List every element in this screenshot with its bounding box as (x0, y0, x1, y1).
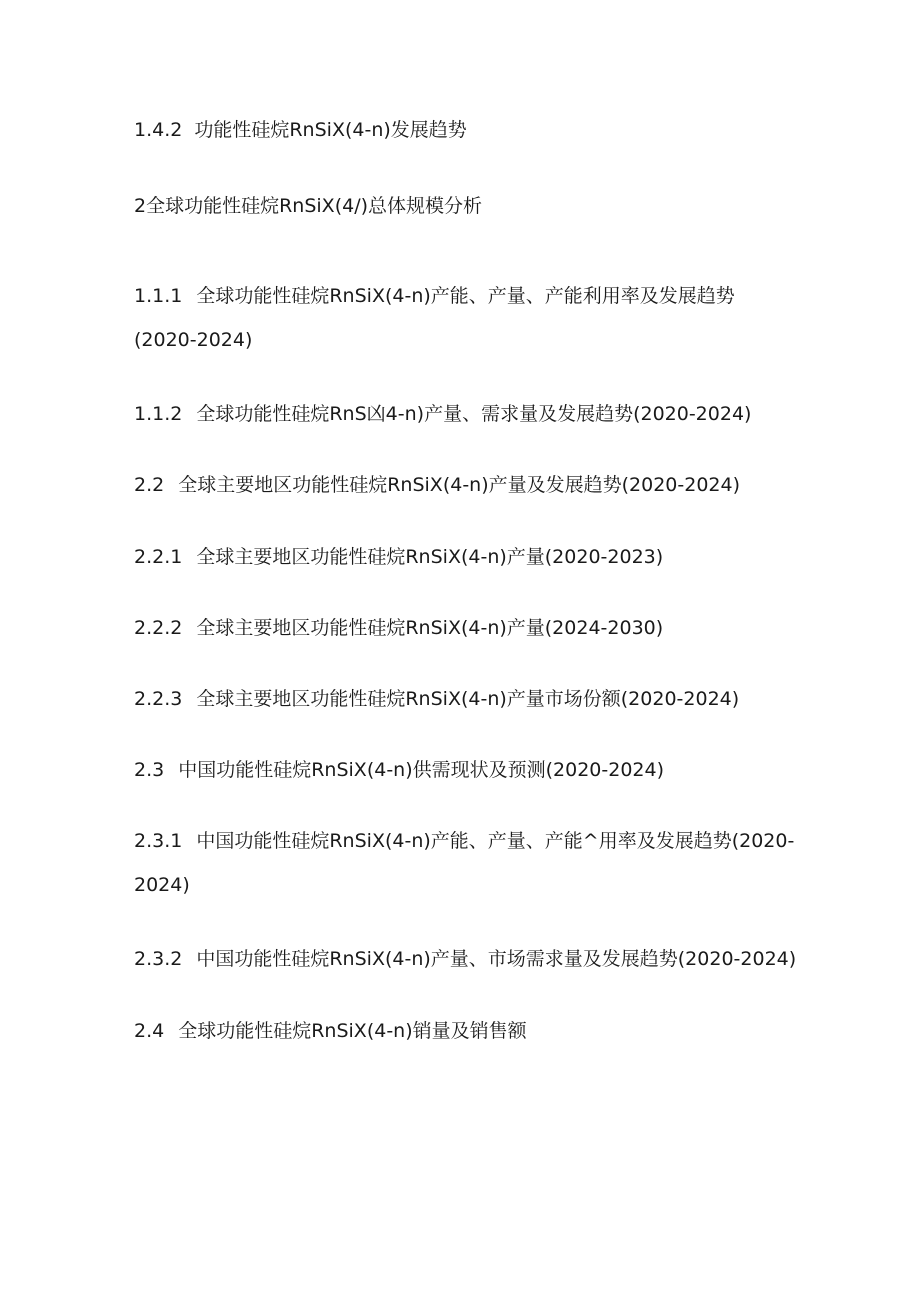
toc-title: 中国功能性硅烷RnSiX(4-n)产量、市场需求量及发展趋势(2020-2024) (196, 948, 797, 970)
toc-number: 1.4.2 (134, 119, 183, 141)
toc-entry-2-2-1 (134, 535, 796, 579)
toc-entry-2-3-1 (134, 819, 796, 907)
toc-number: 2.3 (134, 759, 165, 781)
toc-entry-1-4-2 (134, 108, 796, 152)
toc-number: 2.2.2 (134, 617, 183, 639)
toc-title: 全球功能性硅烷RnSiX(4-n)产能、产量、产能利用率及发展趋势(2020-2024) (134, 285, 735, 351)
toc-entry-1-1-2 (134, 392, 796, 436)
toc-entry-2-4 (134, 1009, 796, 1053)
toc-title: 全球功能性硅烷RnS凶4-n)产量、需求量及发展趋势(2020-2024) (196, 403, 752, 425)
toc-title: 全球主要地区功能性硅烷RnSiX(4-n)产量(2024-2030) (196, 617, 664, 639)
toc-title: 功能性硅烷RnSiX(4-n)发展趋势 (194, 119, 467, 141)
toc-title: 中国功能性硅烷RnSiX(4-n)产能、产量、产能^用率及发展趋势(2020-2024) (134, 830, 795, 896)
toc-title: 全球主要地区功能性硅烷RnSiX(4-n)产量(2020-2023) (196, 546, 664, 568)
toc-number: 1.1.2 (134, 403, 183, 425)
toc-number: 2.2.1 (134, 546, 183, 568)
toc-entry-1-1-1 (134, 274, 796, 362)
toc-number: 2.2 (134, 474, 165, 496)
toc-entry-2 (134, 184, 796, 228)
toc-entry-2-2 (134, 463, 796, 507)
toc-number: 1.1.1 (134, 285, 183, 307)
toc-number: 2.3.1 (134, 830, 183, 852)
toc-entry-2-3 (134, 748, 796, 792)
toc-title: 全球主要地区功能性硅烷RnSiX(4-n)产量市场份额(2020-2024) (196, 688, 740, 710)
toc-title: 中国功能性硅烷RnSiX(4-n)供需现状及预测(2020-2024) (178, 759, 665, 781)
toc-number: 2.2.3 (134, 688, 183, 710)
toc-title: 全球主要地区功能性硅烷RnSiX(4-n)产量及发展趋势(2020-2024) (178, 474, 741, 496)
toc-entry-2-2-3 (134, 677, 796, 721)
toc-number: 2.3.2 (134, 948, 183, 970)
toc-entry-2-2-2 (134, 606, 796, 650)
toc-title: 全球功能性硅烷RnSiX(4/)总体规模分析 (146, 195, 483, 217)
toc-title: 全球功能性硅烷RnSiX(4-n)销量及销售额 (178, 1020, 527, 1042)
toc-number: 2.4 (134, 1020, 165, 1042)
toc-entry-2-3-2 (134, 937, 796, 981)
toc-number: 2 (134, 195, 147, 217)
